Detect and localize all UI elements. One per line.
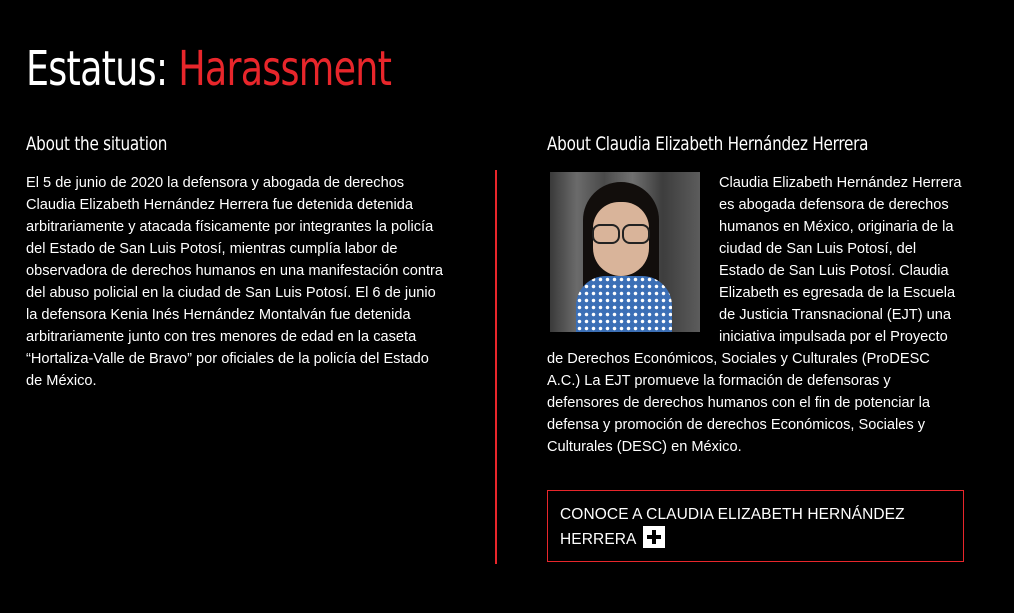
status-value: Harassment — [178, 41, 392, 97]
meet-defender-button[interactable] — [547, 490, 964, 562]
defender-bio-section — [547, 172, 965, 458]
situation-text: El 5 de junio de 2020 la defensora y abogada de derechos Claudia Elizabeth Hernández Herrera fue detenida detenida arbitrariamente y atacada físicamente por integrantes la policía del Estado de San Luis Potosí, mientras cumplía labor de observadora de derechos humanos en una manifestación contra del abuso policial en la ciudad de San Luis Potosí. El 6 de junio la defensora Kenia Inés Hernández Montalván fue detenida arbitrariamente junto con tres menores de edad en la caseta “Hortaliza-Valle de Bravo” por oficiales de la policía del Estado de México. — [26, 175, 443, 389]
plus-icon — [643, 526, 665, 548]
status-label: Estatus: — [26, 41, 168, 97]
defender-heading: About Claudia Elizabeth Hernández Herrera — [547, 133, 869, 155]
page-title — [26, 36, 391, 102]
defender-bio-text: Claudia Elizabeth Hernández Herrera es abogada defensora de derechos humanos en México, originaria de la ciudad de San Luis Potosí, del Estado de San Luis Potosí. Claudia Elizabeth es egresada de la Escuela de Justicia Transnacional (EJT) una iniciativa impulsada por el Proyecto de Derechos Económicos, Sociales y Culturales (ProDESC A.C.) La EJT promueve la formación de defensoras y defensores de derechos humanos con el fin de potenciar la defensa y promoción de derechos Económicos, Sociales y Culturales (DESC) en México. — [547, 175, 962, 455]
situation-heading: About the situation — [26, 133, 168, 155]
defender-photo — [550, 172, 700, 332]
meet-defender-button-label: CONOCE A CLAUDIA ELIZABETH HERNÁNDEZ HERRERA — [560, 506, 905, 548]
column-divider — [495, 170, 497, 564]
